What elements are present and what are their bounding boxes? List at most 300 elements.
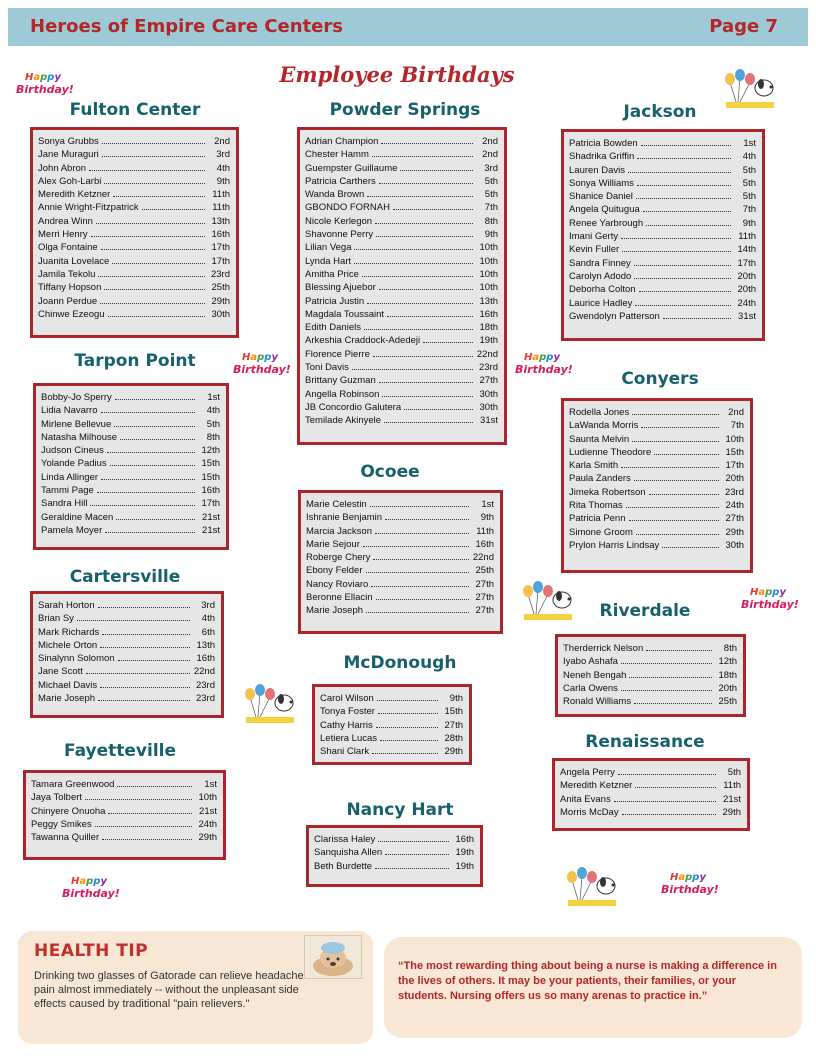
list-item — [314, 834, 474, 847]
employee-name: Saunta Melvin — [569, 433, 630, 445]
powder-list — [297, 127, 507, 445]
list-item — [38, 640, 215, 653]
list-item — [560, 780, 741, 793]
employee-name: Meredith Ketzner — [38, 189, 111, 201]
birthday-date: 24th — [198, 818, 217, 830]
fayetteville-title: Fayetteville — [63, 741, 177, 761]
employee-name: Marie Sejour — [306, 538, 360, 550]
tarpon-title: Tarpon Point — [74, 351, 196, 371]
employee-name: JB Concordio Galutera — [305, 401, 402, 413]
birthday-date: 1st — [743, 138, 756, 149]
birthday-date: 10th — [479, 242, 498, 254]
employee-name: Beronne Ellacin — [306, 592, 373, 604]
employee-name: Gwendolyn Patterson — [569, 310, 660, 322]
employee-name: Clarissa Haley — [314, 834, 376, 845]
list-item — [569, 460, 744, 473]
birthday-date: 5th — [727, 767, 741, 778]
employee-name: Wanda Brown — [305, 189, 365, 201]
employee-name: John Abron — [38, 162, 87, 174]
leader-dots — [363, 546, 469, 547]
list-item — [569, 165, 756, 178]
list-item — [38, 163, 230, 176]
happy-text: Happy — [750, 587, 786, 598]
leader-dots — [376, 599, 469, 600]
page-title: Employee Birthdays — [279, 62, 515, 87]
list-item — [38, 666, 215, 679]
birthday-date: 1st — [204, 779, 217, 790]
list-item — [41, 472, 220, 485]
birthday-date: 5th — [206, 418, 220, 430]
leader-dots — [375, 533, 469, 534]
leader-dots — [98, 700, 190, 701]
employee-name: Ebony Felder — [306, 565, 363, 577]
employee-name: Merri Henry — [38, 229, 88, 241]
birthday-date: 5th — [742, 191, 756, 203]
birthday-date: 15th — [201, 458, 220, 470]
happy-text: Happy — [670, 872, 706, 883]
list-item — [41, 405, 220, 418]
leader-dots — [654, 454, 719, 455]
list-item — [569, 191, 756, 204]
employee-name: Marie Celestin — [306, 499, 367, 510]
birthday-date: 27th — [725, 513, 744, 525]
list-item — [305, 269, 498, 282]
list-item — [305, 136, 498, 149]
employee-name: Sandra Hill — [41, 498, 88, 510]
employee-name: Paula Zanders — [569, 473, 631, 485]
leader-dots — [117, 786, 192, 787]
birthday-date: 27th — [475, 605, 494, 617]
riverdale-list — [555, 634, 746, 717]
list-item — [569, 311, 756, 324]
list-item — [38, 282, 230, 295]
birthday-date: 8th — [484, 215, 498, 227]
employee-name: Angella Robinson — [305, 388, 380, 400]
leader-dots — [614, 801, 716, 802]
employee-name: Angela Perry — [560, 767, 615, 778]
list-item — [305, 256, 498, 269]
employee-name: Magdala Toussaint — [305, 308, 385, 320]
birthday-date: 25th — [475, 565, 494, 577]
birthday-date: 11th — [723, 780, 741, 792]
birthday-date: 3rd — [201, 600, 215, 611]
list-item — [31, 779, 217, 792]
birthday-date: 8th — [206, 431, 220, 443]
employee-name: Brian Sy — [38, 613, 74, 625]
leader-dots — [378, 841, 449, 842]
leader-dots — [101, 479, 195, 480]
birthday-date: 29th — [722, 806, 741, 818]
birthday-date: 11th — [212, 202, 230, 214]
birthday-date: 17th — [211, 242, 230, 254]
leader-dots — [632, 441, 719, 442]
leader-dots — [376, 727, 438, 728]
leader-dots — [98, 607, 190, 608]
list-item — [31, 792, 217, 805]
leader-dots — [86, 673, 190, 674]
birthday-date: 10th — [479, 282, 498, 294]
birthday-date: 17th — [201, 498, 220, 510]
leader-dots — [98, 276, 205, 277]
leader-dots — [385, 519, 469, 520]
birthday-date: 29th — [211, 295, 230, 307]
leader-dots — [366, 612, 469, 613]
list-item — [560, 767, 741, 780]
leader-dots — [641, 145, 731, 146]
powder-title: Powder Springs — [329, 100, 481, 120]
list-item — [305, 176, 498, 189]
birthday-date: 4th — [216, 162, 230, 174]
employee-name: GBONDO FORNAH — [305, 202, 390, 214]
snoopy-balloons-icon — [238, 683, 302, 725]
leader-dots — [393, 209, 473, 210]
leader-dots — [95, 826, 192, 827]
birthday-date: 4th — [206, 405, 220, 417]
list-item — [305, 322, 498, 335]
leader-dots — [646, 225, 731, 226]
employee-name: Nancy Roviaro — [306, 578, 369, 590]
employee-name: Patricia Bowden — [569, 138, 638, 149]
birthday-date: 18th — [718, 669, 737, 681]
list-item — [305, 389, 498, 402]
leader-dots — [385, 854, 449, 855]
list-item — [305, 149, 498, 162]
birthday-date: 19th — [479, 335, 498, 347]
birthday-date: 19th — [455, 860, 474, 872]
employee-name: Marie Joseph — [306, 605, 364, 617]
leader-dots — [622, 251, 731, 252]
leader-dots — [120, 439, 195, 440]
leader-dots — [376, 236, 473, 237]
birthday-date: 20th — [737, 284, 756, 296]
list-item — [38, 693, 215, 706]
health-tip-panel — [18, 931, 373, 1044]
employee-name: Michael Davis — [38, 679, 98, 691]
list-item — [38, 149, 230, 162]
employee-name: Florence Pierre — [305, 348, 370, 360]
employee-name: Carla Owens — [563, 682, 618, 694]
birthday-date: 29th — [444, 746, 463, 758]
employee-name: Chinwe Ezeogu — [38, 308, 105, 320]
birthday-date: 7th — [484, 202, 498, 214]
mcdonough-list — [312, 684, 472, 765]
employee-name: Letiera Lucas — [320, 732, 378, 744]
birthday-text: Birthday! — [741, 598, 799, 611]
leader-dots — [370, 506, 469, 507]
list-item — [306, 499, 494, 512]
list-item — [305, 189, 498, 202]
employee-name: Olga Fontaine — [38, 242, 98, 254]
employee-name: Rodella Jones — [569, 407, 630, 418]
list-item — [306, 552, 494, 565]
list-item — [38, 176, 230, 189]
employee-name: Karla Smith — [569, 460, 619, 472]
list-item — [38, 229, 230, 242]
nancy-hart-list — [306, 825, 483, 887]
list-item — [305, 296, 498, 309]
list-item — [314, 861, 474, 874]
leader-dots — [354, 249, 473, 250]
leader-dots — [102, 634, 190, 635]
conyers-title: Conyers — [621, 369, 699, 389]
list-item — [31, 832, 217, 845]
employee-name: Peggy Smikes — [31, 818, 92, 830]
birthday-date: 16th — [455, 834, 474, 845]
list-item — [306, 605, 494, 618]
employee-name: Kevin Fuller — [569, 244, 620, 256]
employee-name: Guempster Guillaume — [305, 162, 398, 174]
list-item — [569, 513, 744, 526]
list-item — [305, 202, 498, 215]
birthday-date: 21st — [723, 793, 741, 805]
employee-name: Andrea Winn — [38, 215, 93, 227]
jackson-list — [561, 129, 765, 341]
employee-name: Angela Quitugua — [569, 204, 640, 216]
list-item — [560, 794, 741, 807]
leader-dots — [636, 534, 719, 535]
leader-dots — [96, 223, 205, 224]
employee-name: Sandra Finney — [569, 257, 631, 269]
list-item — [38, 296, 230, 309]
leader-dots — [626, 507, 719, 508]
birthday-date: 22nd — [193, 666, 215, 678]
leader-dots — [367, 303, 473, 304]
birthday-date: 21st — [202, 511, 220, 523]
leader-dots — [118, 660, 190, 661]
employee-name: Natasha Milhouse — [41, 431, 118, 443]
leader-dots — [116, 519, 195, 520]
ocoee-title: Ocoee — [360, 462, 420, 482]
sick-dog-icon — [304, 935, 362, 979]
birthday-text: Birthday! — [62, 887, 120, 900]
leader-dots — [373, 559, 469, 560]
employee-name: Prylon Harris Lindsay — [569, 539, 660, 551]
leader-dots — [372, 156, 473, 157]
birthday-date: 27th — [475, 592, 494, 604]
list-item — [41, 419, 220, 432]
birthday-date: 15th — [725, 446, 744, 458]
birthday-date: 15th — [444, 706, 463, 718]
leader-dots — [635, 305, 731, 306]
employee-name: Geraldine Macen — [41, 511, 114, 523]
snoopy-balloons-icon — [516, 580, 580, 622]
employee-name: Tawanna Quiller — [31, 832, 100, 844]
leader-dots — [635, 787, 716, 788]
list-item — [305, 216, 498, 229]
list-item — [563, 683, 737, 696]
employee-name: Chester Hamm — [305, 149, 369, 161]
employee-name: Therderrick Nelson — [563, 643, 644, 654]
list-item — [38, 216, 230, 229]
list-item — [41, 498, 220, 511]
birthday-date: 18th — [479, 322, 498, 334]
leader-dots — [115, 399, 195, 400]
employee-name: Tonya Foster — [320, 706, 375, 718]
page-number: Page 7 — [709, 16, 778, 37]
tarpon-list — [33, 383, 229, 550]
happy-text: Happy — [71, 876, 107, 887]
list-item — [569, 473, 744, 486]
list-item — [563, 696, 737, 709]
leader-dots — [384, 422, 473, 423]
employee-name: Carolyn Adodo — [569, 270, 632, 282]
employee-name: Shanice Daniel — [569, 191, 633, 203]
list-item — [305, 282, 498, 295]
birthday-date: 24th — [725, 500, 744, 512]
birthday-date: 25th — [211, 282, 230, 294]
birthday-date: 10th — [725, 433, 744, 445]
birthday-date: 2nd — [728, 407, 744, 418]
birthday-date: 24th — [737, 297, 756, 309]
leader-dots — [637, 158, 731, 159]
happy-text: Happy — [25, 72, 61, 83]
leader-dots — [77, 620, 190, 621]
birthday-date: 1st — [207, 392, 220, 403]
employee-name: Neneh Bengah — [563, 669, 627, 681]
birthday-date: 9th — [449, 693, 463, 704]
birthday-date: 31st — [738, 310, 756, 322]
leader-dots — [379, 183, 473, 184]
happy-birthday-graphic — [62, 876, 120, 906]
list-item — [38, 600, 215, 613]
employee-name: Beth Burdette — [314, 860, 373, 872]
leader-dots — [634, 703, 712, 704]
leader-dots — [378, 713, 438, 714]
birthday-date: 17th — [211, 255, 230, 267]
employee-name: Blessing Ajuebor — [305, 282, 376, 294]
birthday-date: 19th — [455, 847, 474, 859]
employee-name: Alex Goh-Larbi — [38, 175, 102, 187]
list-item — [305, 163, 498, 176]
birthday-date: 20th — [737, 270, 756, 282]
birthday-date: 30th — [211, 308, 230, 320]
leader-dots — [629, 677, 712, 678]
birthday-date: 27th — [479, 375, 498, 387]
employee-name: Tiffany Hopson — [38, 282, 102, 294]
leader-dots — [377, 700, 438, 701]
list-item — [320, 733, 463, 746]
birthday-date: 5th — [742, 164, 756, 176]
leader-dots — [97, 492, 195, 493]
employee-name: Pamela Moyer — [41, 524, 103, 536]
employee-name: Toni Davis — [305, 362, 349, 374]
leader-dots — [100, 647, 190, 648]
nancy-hart-title: Nancy Hart — [346, 800, 454, 820]
list-item — [41, 458, 220, 471]
jackson-title: Jackson — [623, 102, 697, 122]
birthday-date: 10th — [479, 255, 498, 267]
list-item — [560, 807, 741, 820]
birthday-date: 13th — [211, 215, 230, 227]
leader-dots — [634, 480, 719, 481]
birthday-date: 12th — [201, 445, 220, 457]
birthday-date: 5th — [484, 189, 498, 201]
list-item — [38, 189, 230, 202]
birthday-date: 21st — [199, 805, 217, 817]
list-item — [569, 540, 744, 553]
employee-name: Ronald Williams — [563, 696, 632, 708]
leader-dots — [110, 465, 195, 466]
leader-dots — [104, 183, 205, 184]
birthday-date: 16th — [211, 229, 230, 241]
birthday-date: 21st — [202, 524, 220, 536]
employee-name: Shani Clark — [320, 746, 370, 758]
employee-name: Tamara Greenwood — [31, 779, 115, 790]
employee-name: Temilade Akinyele — [305, 415, 382, 427]
leader-dots — [636, 198, 731, 199]
birthday-date: 5th — [742, 177, 756, 189]
list-item — [569, 271, 756, 284]
birthday-date: 7th — [742, 204, 756, 216]
list-item — [41, 485, 220, 498]
employee-name: Renee Yarbrough — [569, 217, 644, 229]
list-item — [563, 656, 737, 669]
leader-dots — [91, 236, 205, 237]
list-item — [305, 242, 498, 255]
leader-dots — [382, 396, 473, 397]
employee-name: Arkeshia Craddock-Adedeji — [305, 335, 421, 347]
employee-name: Jane Muraguri — [38, 149, 99, 161]
leader-dots — [104, 289, 205, 290]
list-item — [38, 136, 230, 149]
birthday-date: 9th — [484, 229, 498, 241]
birthday-date: 14th — [737, 244, 756, 256]
birthday-date: 16th — [475, 538, 494, 550]
birthday-date: 2nd — [482, 149, 498, 161]
birthday-date: 2nd — [482, 136, 498, 147]
birthday-date: 10th — [479, 268, 498, 280]
employee-name: Morris McDay — [560, 806, 619, 818]
leader-dots — [649, 494, 719, 495]
employee-name: Marie Joseph — [38, 693, 96, 705]
list-item — [306, 579, 494, 592]
health-tip-title: HEALTH TIP — [34, 941, 149, 961]
list-item — [305, 335, 498, 348]
newsletter-title: Heroes of Empire Care Centers — [30, 16, 343, 37]
list-item — [320, 720, 463, 733]
list-item — [38, 627, 215, 640]
leader-dots — [662, 547, 719, 548]
birthday-date: 10th — [198, 792, 217, 804]
list-item — [41, 392, 220, 405]
employee-name: Rita Thomas — [569, 500, 623, 512]
birthday-date: 15th — [201, 471, 220, 483]
employee-name: Ishranie Benjamin — [306, 512, 383, 524]
employee-name: Shavonne Perry — [305, 229, 374, 241]
employee-name: Marcia Jackson — [306, 525, 372, 537]
birthday-date: 28th — [444, 732, 463, 744]
leader-dots — [113, 196, 205, 197]
birthday-date: 20th — [725, 473, 744, 485]
employee-name: Laurice Hadley — [569, 297, 633, 309]
leader-dots — [621, 238, 731, 239]
leader-dots — [629, 520, 719, 521]
birthday-date: 23rd — [195, 693, 215, 705]
birthday-date: 9th — [480, 512, 494, 524]
birthday-date: 20th — [718, 682, 737, 694]
employee-name: Lilian Vega — [305, 242, 352, 254]
list-item — [569, 218, 756, 231]
happy-birthday-graphic — [515, 352, 573, 382]
list-item — [569, 298, 756, 311]
leader-dots — [108, 813, 192, 814]
leader-dots — [102, 156, 205, 157]
employee-name: LaWanda Morris — [569, 420, 639, 432]
list-item — [569, 258, 756, 271]
list-item — [569, 500, 744, 513]
birthday-date: 22nd — [472, 552, 494, 564]
leader-dots — [364, 329, 473, 330]
